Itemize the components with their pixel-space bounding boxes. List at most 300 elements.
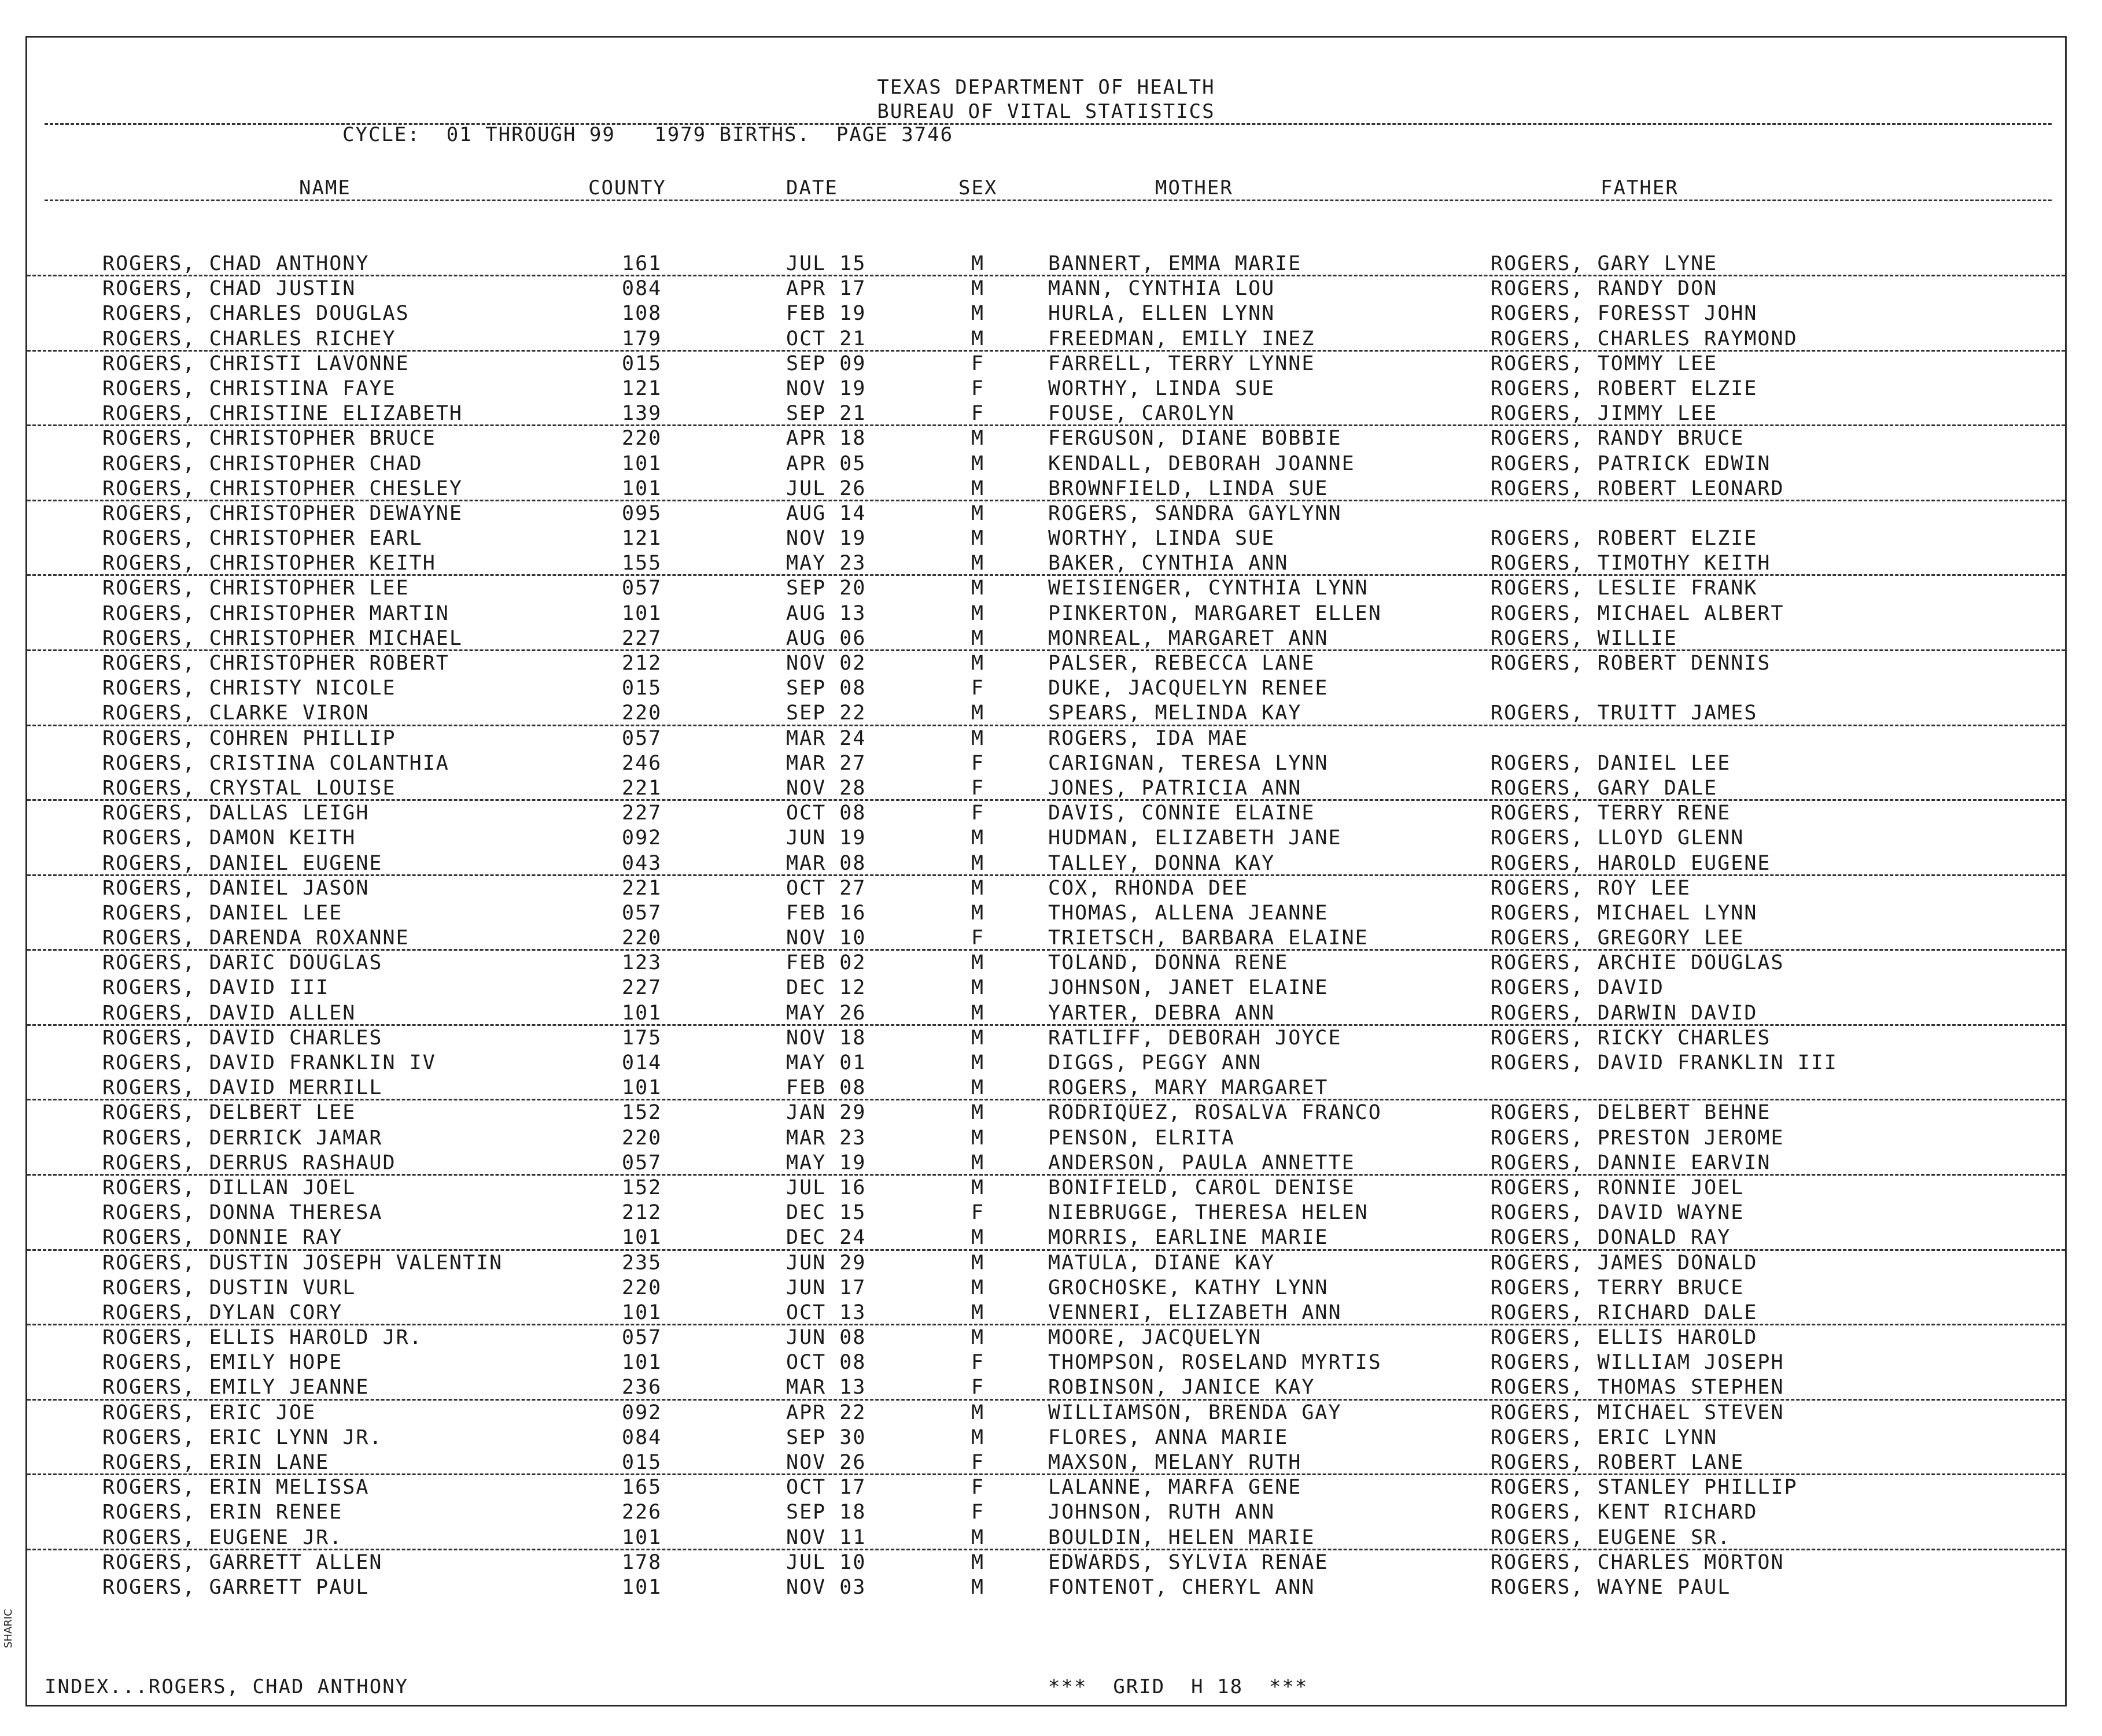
cell-county: 057 <box>622 726 662 750</box>
cell-father: ROGERS, ROBERT ELZIE <box>1491 527 1758 551</box>
column-header-name: NAME <box>299 176 351 200</box>
cell-county: 161 <box>622 252 662 275</box>
cell-mother: MOORE, JACQUELYN <box>1048 1326 1262 1350</box>
side-mark: SHARIC <box>2 1609 14 1648</box>
cell-mother: FOUSE, CAROLYN <box>1048 402 1236 426</box>
cell-sex: M <box>971 477 985 500</box>
cell-date: NOV 28 <box>786 776 866 800</box>
cell-name: ROGERS, CHRISTOPHER CHESLEY <box>102 477 463 500</box>
cell-sex: M <box>971 976 985 1000</box>
cell-date: SEP 22 <box>786 701 866 725</box>
cell-mother: BOULDIN, HELEN MARIE <box>1048 1526 1315 1549</box>
cell-name: ROGERS, EMILY JEANNE <box>102 1376 370 1399</box>
cell-county: 101 <box>622 452 662 475</box>
cell-date: JUL 15 <box>786 252 866 275</box>
table-row <box>27 1051 2065 1076</box>
cell-county: 235 <box>622 1251 662 1275</box>
cell-county: 092 <box>622 826 662 850</box>
cell-sex: M <box>971 1026 985 1050</box>
cell-father: ROGERS, HAROLD EUGENE <box>1491 851 1771 875</box>
cell-mother: DUKE, JACQUELYN RENEE <box>1048 677 1329 700</box>
cell-sex: F <box>971 776 985 800</box>
cell-father: ROGERS, DELBERT BEHNE <box>1491 1101 1771 1125</box>
cell-name: ROGERS, EMILY HOPE <box>102 1351 343 1375</box>
cell-name: ROGERS, CHAD ANTHONY <box>102 252 370 275</box>
table-row <box>27 601 2065 626</box>
cell-date: APR 05 <box>786 452 866 475</box>
cell-date: SEP 18 <box>786 1501 866 1524</box>
cell-county: 057 <box>622 577 662 600</box>
cell-name: ROGERS, CHRISTOPHER BRUCE <box>102 427 436 450</box>
table-row <box>27 1350 2065 1375</box>
cell-name: ROGERS, CHRISTINA FAYE <box>102 376 396 400</box>
cell-father: ROGERS, RANDY DON <box>1491 277 1718 301</box>
cell-father: ROGERS, GARY DALE <box>1491 776 1718 800</box>
cell-mother: LALANNE, MARFA GENE <box>1048 1476 1302 1499</box>
table-row <box>27 452 2065 477</box>
cell-date: AUG 06 <box>786 626 866 650</box>
cell-name: ROGERS, CHARLES DOUGLAS <box>102 302 410 326</box>
cell-name: ROGERS, DUSTIN VURL <box>102 1276 356 1299</box>
table-row <box>27 276 2065 301</box>
cell-name: ROGERS, DYLAN CORY <box>102 1301 343 1324</box>
cell-county: 226 <box>622 1501 662 1524</box>
cell-name: ROGERS, DELBERT LEE <box>102 1101 356 1125</box>
table-row <box>27 1151 2065 1176</box>
cell-name: ROGERS, GARRETT ALLEN <box>102 1550 383 1574</box>
table-row <box>27 1225 2065 1250</box>
cell-name: ROGERS, DALLAS LEIGH <box>102 801 370 825</box>
cell-father: ROGERS, ROBERT LANE <box>1491 1451 1745 1474</box>
table-row <box>27 901 2065 926</box>
cell-date: NOV 26 <box>786 1451 866 1474</box>
cell-father: ROGERS, RICHARD DALE <box>1491 1301 1758 1324</box>
cell-mother: ANDERSON, PAULA ANNETTE <box>1048 1151 1355 1174</box>
cell-county: 101 <box>622 1526 662 1549</box>
table-row <box>27 1450 2065 1475</box>
table-row <box>27 676 2065 701</box>
cell-county: 152 <box>622 1176 662 1199</box>
cell-name: ROGERS, COHREN PHILLIP <box>102 726 396 750</box>
records-table <box>27 252 2065 1600</box>
cell-mother: MANN, CYNTHIA LOU <box>1048 277 1275 301</box>
cell-father: ROGERS, ROBERT DENNIS <box>1491 652 1771 675</box>
table-row <box>27 252 2065 276</box>
cell-date: JUN 19 <box>786 826 866 850</box>
table-row <box>27 1475 2065 1500</box>
cell-date: OCT 08 <box>786 1351 866 1375</box>
cell-mother: SPEARS, MELINDA KAY <box>1048 701 1302 725</box>
table-row <box>27 1076 2065 1100</box>
cell-mother: TALLEY, DONNA KAY <box>1048 851 1275 875</box>
cell-father: ROGERS, JIMMY LEE <box>1491 402 1718 426</box>
cell-name: ROGERS, DAVID FRANKLIN IV <box>102 1051 436 1074</box>
cell-county: 108 <box>622 302 662 326</box>
cell-name: ROGERS, CHARLES RICHEY <box>102 327 396 350</box>
table-row <box>27 551 2065 576</box>
cell-date: JUN 08 <box>786 1326 866 1350</box>
cell-county: 220 <box>622 1126 662 1150</box>
cell-sex: M <box>971 951 985 975</box>
cell-mother: GROCHOSKE, KATHY LYNN <box>1048 1276 1329 1299</box>
table-row <box>27 1375 2065 1400</box>
cell-sex: M <box>971 1251 985 1275</box>
cell-sex: M <box>971 452 985 475</box>
cell-county: 212 <box>622 1201 662 1225</box>
cell-date: MAR 23 <box>786 1126 866 1150</box>
cell-county: 178 <box>622 1550 662 1574</box>
cell-father: ROGERS, DANNIE EARVIN <box>1491 1151 1771 1174</box>
cell-county: 101 <box>622 477 662 500</box>
cell-name: ROGERS, CRISTINA COLANTHIA <box>102 751 449 775</box>
cell-name: ROGERS, CHRISTOPHER LEE <box>102 577 410 600</box>
cell-father: ROGERS, MICHAEL LYNN <box>1491 901 1758 925</box>
cell-county: 152 <box>622 1101 662 1125</box>
cell-name: ROGERS, ERIN MELISSA <box>102 1476 370 1499</box>
cell-sex: F <box>971 1451 985 1474</box>
cell-mother: DAVIS, CONNIE ELAINE <box>1048 801 1315 825</box>
table-row <box>27 376 2065 401</box>
cell-name: ROGERS, DILLAN JOEL <box>102 1176 356 1199</box>
cell-name: ROGERS, EUGENE JR. <box>102 1526 343 1549</box>
cell-sex: M <box>971 501 985 525</box>
cell-county: 101 <box>622 1001 662 1025</box>
cell-father: ROGERS, STANLEY PHILLIP <box>1491 1476 1798 1499</box>
cell-county: 212 <box>622 652 662 675</box>
table-row <box>27 701 2065 726</box>
table-row <box>27 301 2065 326</box>
cell-date: NOV 10 <box>786 926 866 950</box>
cell-father: ROGERS, MICHAEL ALBERT <box>1491 601 1784 625</box>
cell-county: 101 <box>622 1575 662 1599</box>
table-row <box>27 426 2065 451</box>
cell-mother: THOMPSON, ROSELAND MYRTIS <box>1048 1351 1382 1375</box>
cell-name: ROGERS, CHRISTOPHER KEITH <box>102 552 436 575</box>
table-row <box>27 626 2065 651</box>
cell-county: 236 <box>622 1376 662 1399</box>
cell-sex: F <box>971 1476 985 1499</box>
cell-name: ROGERS, DONNIE RAY <box>102 1226 343 1250</box>
cell-sex: M <box>971 876 985 900</box>
cell-date: JAN 29 <box>786 1101 866 1125</box>
cell-date: FEB 16 <box>786 901 866 925</box>
cell-date: APR 22 <box>786 1401 866 1424</box>
cell-sex: M <box>971 552 985 575</box>
cell-name: ROGERS, DAVID III <box>102 976 330 1000</box>
table-row <box>27 1526 2065 1550</box>
table-row <box>27 951 2065 976</box>
table-row <box>27 1201 2065 1225</box>
cell-date: MAY 26 <box>786 1001 866 1025</box>
cell-mother: MONREAL, MARGARET ANN <box>1048 626 1329 650</box>
cell-date: APR 18 <box>786 427 866 450</box>
cell-sex: M <box>971 1276 985 1299</box>
table-row <box>27 477 2065 501</box>
cell-county: 123 <box>622 951 662 975</box>
cell-father: ROGERS, CHARLES MORTON <box>1491 1550 1784 1574</box>
cell-father: ROGERS, TRUITT JAMES <box>1491 701 1758 725</box>
cell-name: ROGERS, DARENDA ROXANNE <box>102 926 410 950</box>
cell-name: ROGERS, CHRISTOPHER CHAD <box>102 452 423 475</box>
cell-mother: RODRIQUEZ, ROSALVA FRANCO <box>1048 1101 1382 1125</box>
cell-father: ROGERS, PATRICK EDWIN <box>1491 452 1771 475</box>
cell-mother: JOHNSON, JANET ELAINE <box>1048 976 1329 1000</box>
cell-mother: ROBINSON, JANICE KAY <box>1048 1376 1315 1399</box>
table-row <box>27 576 2065 601</box>
cell-date: NOV 03 <box>786 1575 866 1599</box>
cell-sex: M <box>971 302 985 326</box>
table-row <box>27 1550 2065 1575</box>
cell-father: ROGERS, DAVID FRANKLIN III <box>1491 1051 1838 1074</box>
cell-father: ROGERS, PRESTON JEROME <box>1491 1126 1784 1150</box>
cell-mother: WEISIENGER, CYNTHIA LYNN <box>1048 577 1369 600</box>
cycle-line: CYCLE: 01 THROUGH 99 1979 BIRTHS. PAGE 3746 <box>342 123 954 146</box>
cell-sex: M <box>971 1226 985 1250</box>
cell-father: ROGERS, LLOYD GLENN <box>1491 826 1745 850</box>
column-header-sex: SEX <box>958 176 998 200</box>
cell-sex: M <box>971 1401 985 1424</box>
cell-county: 057 <box>622 901 662 925</box>
cell-name: ROGERS, CHRISTI LAVONNE <box>102 352 410 375</box>
cell-date: SEP 21 <box>786 402 866 426</box>
cell-date: APR 17 <box>786 277 866 301</box>
cell-sex: M <box>971 726 985 750</box>
cell-sex: M <box>971 1550 985 1574</box>
cell-sex: M <box>971 1126 985 1150</box>
table-row <box>27 826 2065 851</box>
table-row <box>27 651 2065 676</box>
column-header-county: COUNTY <box>588 176 666 200</box>
cell-date: MAR 24 <box>786 726 866 750</box>
cell-father: ROGERS, WILLIE <box>1491 626 1678 650</box>
column-header-father: FATHER <box>1601 176 1679 200</box>
cell-date: AUG 13 <box>786 601 866 625</box>
cell-name: ROGERS, CHRISTOPHER EARL <box>102 527 423 551</box>
cell-mother: PINKERTON, MARGARET ELLEN <box>1048 601 1382 625</box>
cell-date: JUL 26 <box>786 477 866 500</box>
table-row <box>27 1301 2065 1325</box>
cell-mother: MORRIS, EARLINE MARIE <box>1048 1226 1329 1250</box>
cell-sex: M <box>971 527 985 551</box>
cell-sex: F <box>971 376 985 400</box>
cell-name: ROGERS, DAMON KEITH <box>102 826 356 850</box>
cell-county: 139 <box>622 402 662 426</box>
cell-mother: BONIFIELD, CAROL DENISE <box>1048 1176 1355 1199</box>
cell-father: ROGERS, GARY LYNE <box>1491 252 1718 275</box>
table-row <box>27 1126 2065 1151</box>
cell-mother: CARIGNAN, TERESA LYNN <box>1048 751 1329 775</box>
cell-name: ROGERS, DANIEL LEE <box>102 901 343 925</box>
cell-sex: M <box>971 577 985 600</box>
cell-date: OCT 08 <box>786 801 866 825</box>
cell-name: ROGERS, DAVID MERRILL <box>102 1076 383 1100</box>
cell-county: 101 <box>622 601 662 625</box>
cell-date: NOV 18 <box>786 1026 866 1050</box>
index-footer: INDEX...ROGERS, CHAD ANTHONY <box>45 1675 409 1698</box>
cell-date: NOV 11 <box>786 1526 866 1549</box>
cell-father: ROGERS, TOMMY LEE <box>1491 352 1718 375</box>
cell-county: 101 <box>622 1076 662 1100</box>
table-row <box>27 1176 2065 1201</box>
table-row <box>27 751 2065 776</box>
cell-name: ROGERS, DERRICK JAMAR <box>102 1126 383 1150</box>
table-row <box>27 401 2065 426</box>
cell-date: OCT 17 <box>786 1476 866 1499</box>
cell-mother: FONTENOT, CHERYL ANN <box>1048 1575 1315 1599</box>
table-row <box>27 501 2065 526</box>
cell-county: 057 <box>622 1151 662 1174</box>
cell-father: ROGERS, KENT RICHARD <box>1491 1501 1758 1524</box>
cell-mother: PENSON, ELRITA <box>1048 1126 1236 1150</box>
column-header-mother: MOTHER <box>1155 176 1233 200</box>
cell-date: FEB 19 <box>786 302 866 326</box>
table-row <box>27 1100 2065 1125</box>
cell-sex: M <box>971 626 985 650</box>
cell-father: ROGERS, TERRY BRUCE <box>1491 1276 1745 1299</box>
cell-sex: M <box>971 1001 985 1025</box>
cell-father: ROGERS, LESLIE FRANK <box>1491 577 1758 600</box>
cell-name: ROGERS, ERIC LYNN JR. <box>102 1425 383 1449</box>
cell-date: DEC 12 <box>786 976 866 1000</box>
column-header-divider <box>45 200 2052 201</box>
cell-date: DEC 15 <box>786 1201 866 1225</box>
cell-name: ROGERS, ERIN RENEE <box>102 1501 343 1524</box>
cell-mother: MATULA, DIANE KAY <box>1048 1251 1275 1275</box>
cell-mother: ROGERS, IDA MAE <box>1048 726 1249 750</box>
cell-mother: EDWARDS, SYLVIA RENAE <box>1048 1550 1329 1574</box>
cell-name: ROGERS, DERRUS RASHAUD <box>102 1151 396 1174</box>
cell-name: ROGERS, DANIEL JASON <box>102 876 370 900</box>
cell-father: ROGERS, GREGORY LEE <box>1491 926 1745 950</box>
table-row <box>27 1325 2065 1350</box>
cell-county: 246 <box>622 751 662 775</box>
cell-mother: JOHNSON, RUTH ANN <box>1048 1501 1275 1524</box>
bureau-title: BUREAU OF VITAL STATISTICS <box>877 100 1215 123</box>
cell-county: 220 <box>622 427 662 450</box>
cell-sex: M <box>971 427 985 450</box>
cell-name: ROGERS, GARRETT PAUL <box>102 1575 370 1599</box>
cell-father: ROGERS, DANIEL LEE <box>1491 751 1731 775</box>
cell-county: 155 <box>622 552 662 575</box>
cell-county: 057 <box>622 1326 662 1350</box>
cell-sex: M <box>971 1425 985 1449</box>
cell-name: ROGERS, DARIC DOUGLAS <box>102 951 383 975</box>
cell-sex: M <box>971 901 985 925</box>
cell-sex: F <box>971 402 985 426</box>
cell-name: ROGERS, CHRISTOPHER MICHAEL <box>102 626 463 650</box>
table-row <box>27 1401 2065 1425</box>
cell-sex: F <box>971 1501 985 1524</box>
cell-date: MAY 19 <box>786 1151 866 1174</box>
cell-father: ROGERS, JAMES DONALD <box>1491 1251 1758 1275</box>
table-row <box>27 1026 2065 1051</box>
cell-sex: M <box>971 1526 985 1549</box>
cell-county: 220 <box>622 701 662 725</box>
cell-father: ROGERS, ROBERT LEONARD <box>1491 477 1784 500</box>
cell-county: 084 <box>622 277 662 301</box>
cell-date: MAR 27 <box>786 751 866 775</box>
agency-title: TEXAS DEPARTMENT OF HEALTH <box>877 76 1215 99</box>
cell-date: MAR 08 <box>786 851 866 875</box>
cell-mother: DIGGS, PEGGY ANN <box>1048 1051 1262 1074</box>
cell-county: 179 <box>622 327 662 350</box>
cell-name: ROGERS, CHRISTOPHER MARTIN <box>102 601 449 625</box>
cell-mother: FREEDMAN, EMILY INEZ <box>1048 327 1315 350</box>
cell-mother: BROWNFIELD, LINDA SUE <box>1048 477 1329 500</box>
cell-date: FEB 08 <box>786 1076 866 1100</box>
cell-sex: M <box>971 1101 985 1125</box>
cell-name: ROGERS, DANIEL EUGENE <box>102 851 383 875</box>
cell-father: ROGERS, RICKY CHARLES <box>1491 1026 1771 1050</box>
table-row <box>27 1001 2065 1026</box>
cell-father: ROGERS, RANDY BRUCE <box>1491 427 1745 450</box>
cell-county: 220 <box>622 926 662 950</box>
cell-mother: YARTER, DEBRA ANN <box>1048 1001 1275 1025</box>
cell-sex: F <box>971 801 985 825</box>
cell-date: MAY 23 <box>786 552 866 575</box>
cell-county: 095 <box>622 501 662 525</box>
cell-mother: WORTHY, LINDA SUE <box>1048 527 1275 551</box>
cell-name: ROGERS, ERIC JOE <box>102 1401 316 1424</box>
cell-father: ROGERS, ELLIS HAROLD <box>1491 1326 1758 1350</box>
cell-name: ROGERS, ERIN LANE <box>102 1451 330 1474</box>
cell-date: OCT 13 <box>786 1301 866 1324</box>
cell-county: 165 <box>622 1476 662 1499</box>
table-row <box>27 851 2065 876</box>
cell-father: ROGERS, TIMOTHY KEITH <box>1491 552 1771 575</box>
cell-sex: F <box>971 1376 985 1399</box>
cell-county: 084 <box>622 1425 662 1449</box>
table-row <box>27 1251 2065 1276</box>
cell-date: NOV 19 <box>786 527 866 551</box>
cell-mother: BAKER, CYNTHIA ANN <box>1048 552 1289 575</box>
cell-mother: KENDALL, DEBORAH JOANNE <box>1048 452 1355 475</box>
cell-sex: M <box>971 1326 985 1350</box>
cell-father: ROGERS, DAVID <box>1491 976 1664 1000</box>
cell-date: SEP 09 <box>786 352 866 375</box>
cell-date: SEP 08 <box>786 677 866 700</box>
cell-county: 227 <box>622 626 662 650</box>
table-row <box>27 327 2065 352</box>
cell-father: ROGERS, EUGENE SR. <box>1491 1526 1731 1549</box>
cell-mother: TRIETSCH, BARBARA ELAINE <box>1048 926 1369 950</box>
table-row <box>27 1575 2065 1600</box>
cell-mother: PALSER, REBECCA LANE <box>1048 652 1315 675</box>
cell-mother: JONES, PATRICIA ANN <box>1048 776 1302 800</box>
cell-mother: ROGERS, MARY MARGARET <box>1048 1076 1329 1100</box>
cell-date: MAR 13 <box>786 1376 866 1399</box>
table-row <box>27 352 2065 376</box>
cell-father: ROGERS, ROBERT ELZIE <box>1491 376 1758 400</box>
cell-mother: WILLIAMSON, BRENDA GAY <box>1048 1401 1342 1424</box>
document-frame <box>25 36 2067 1707</box>
cell-county: 015 <box>622 1451 662 1474</box>
cell-date: JUN 29 <box>786 1251 866 1275</box>
cell-county: 227 <box>622 801 662 825</box>
cell-name: ROGERS, DAVID CHARLES <box>102 1026 383 1050</box>
cell-date: NOV 19 <box>786 376 866 400</box>
cell-county: 015 <box>622 677 662 700</box>
cell-date: JUL 10 <box>786 1550 866 1574</box>
cell-father: ROGERS, WAYNE PAUL <box>1491 1575 1731 1599</box>
cell-mother: FERGUSON, DIANE BOBBIE <box>1048 427 1342 450</box>
cell-sex: M <box>971 327 985 350</box>
cell-sex: M <box>971 1575 985 1599</box>
cell-sex: M <box>971 826 985 850</box>
cell-name: ROGERS, CRYSTAL LOUISE <box>102 776 396 800</box>
cell-date: SEP 20 <box>786 577 866 600</box>
column-header-date: DATE <box>786 176 838 200</box>
